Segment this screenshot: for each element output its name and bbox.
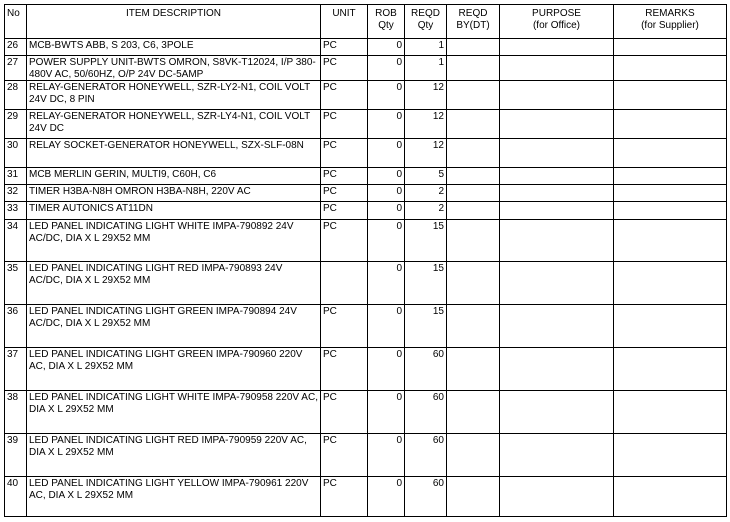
cell-description: LED PANEL INDICATING LIGHT RED IMPA-790959 220V AC, DIA X L 29X52 MM (27, 434, 321, 477)
cell-remarks (614, 81, 727, 110)
cell-purpose (500, 305, 614, 348)
cell-reqd-by (447, 262, 500, 305)
cell-reqd-by (447, 391, 500, 434)
cell-reqd-by (447, 434, 500, 477)
header-purpose: PURPOSE (for Office) (500, 5, 614, 39)
table-row (5, 202, 727, 220)
cell-rob-qty: 0 (368, 81, 405, 110)
cell-rob-qty: 0 (368, 39, 405, 56)
cell-rob-qty: 0 (368, 348, 405, 391)
cell-description: LED PANEL INDICATING LIGHT WHITE IMPA-790892 24V AC/DC, DIA X L 29X52 MM (27, 220, 321, 262)
cell-rob-qty: 0 (368, 139, 405, 168)
cell-remarks (614, 434, 727, 477)
header-no: No (5, 5, 27, 39)
cell-no: 27 (5, 56, 27, 81)
cell-unit: PC (321, 391, 368, 434)
cell-unit: PC (321, 81, 368, 110)
cell-unit: PC (321, 477, 368, 517)
cell-rob-qty: 0 (368, 168, 405, 185)
cell-remarks (614, 391, 727, 434)
cell-description: RELAY-GENERATOR HONEYWELL, SZR-LY4-N1, COIL VOLT 24V DC (27, 110, 321, 139)
cell-purpose (500, 391, 614, 434)
cell-purpose (500, 348, 614, 391)
cell-purpose (500, 168, 614, 185)
table-row (5, 220, 727, 262)
cell-reqd-by (447, 477, 500, 517)
table-row (5, 262, 727, 305)
cell-purpose (500, 110, 614, 139)
cell-reqd-by (447, 168, 500, 185)
cell-purpose (500, 262, 614, 305)
cell-unit: PC (321, 434, 368, 477)
cell-remarks (614, 262, 727, 305)
cell-reqd-qty: 60 (405, 477, 447, 517)
cell-reqd-qty: 5 (405, 168, 447, 185)
cell-reqd-qty: 2 (405, 202, 447, 220)
cell-description: MCB-BWTS ABB, S 203, C6, 3POLE (27, 39, 321, 56)
cell-unit (321, 262, 368, 305)
cell-no: 36 (5, 305, 27, 348)
cell-reqd-by (447, 110, 500, 139)
cell-rob-qty: 0 (368, 262, 405, 305)
cell-purpose (500, 220, 614, 262)
cell-no: 32 (5, 185, 27, 202)
cell-no: 39 (5, 434, 27, 477)
header-remarks: REMARKS (for Supplier) (614, 5, 727, 39)
cell-reqd-qty: 15 (405, 262, 447, 305)
cell-reqd-by (447, 81, 500, 110)
header-reqd-qty: REQD Qty (405, 5, 447, 39)
cell-reqd-qty: 1 (405, 39, 447, 56)
cell-rob-qty: 0 (368, 391, 405, 434)
cell-unit: PC (321, 305, 368, 348)
cell-rob-qty: 0 (368, 202, 405, 220)
header-rob-qty: ROB Qty (368, 5, 405, 39)
cell-no: 33 (5, 202, 27, 220)
cell-remarks (614, 477, 727, 517)
cell-remarks (614, 56, 727, 81)
header-description: ITEM DESCRIPTION (27, 5, 321, 39)
cell-reqd-qty: 12 (405, 81, 447, 110)
cell-description: TIMER AUTONICS AT11DN (27, 202, 321, 220)
table-row (5, 139, 727, 168)
table-row (5, 305, 727, 348)
table-row (5, 168, 727, 185)
table-row (5, 39, 727, 56)
cell-no: 34 (5, 220, 27, 262)
cell-reqd-by (447, 202, 500, 220)
table-row (5, 434, 727, 477)
cell-rob-qty: 0 (368, 185, 405, 202)
cell-description: LED PANEL INDICATING LIGHT WHITE IMPA-790958 220V AC, DIA X L 29X52 MM (27, 391, 321, 434)
cell-remarks (614, 305, 727, 348)
cell-unit: PC (321, 110, 368, 139)
cell-reqd-by (447, 305, 500, 348)
cell-description: POWER SUPPLY UNIT-BWTS OMRON, S8VK-T12024, I/P 380-480V AC, 50/60HZ, O/P 24V DC-5AMP (27, 56, 321, 81)
cell-unit: PC (321, 168, 368, 185)
cell-remarks (614, 220, 727, 262)
cell-no: 30 (5, 139, 27, 168)
cell-unit: PC (321, 56, 368, 81)
header-row (5, 5, 727, 39)
cell-unit: PC (321, 220, 368, 262)
cell-reqd-qty: 12 (405, 110, 447, 139)
cell-rob-qty: 0 (368, 434, 405, 477)
cell-reqd-qty: 2 (405, 185, 447, 202)
cell-no: 31 (5, 168, 27, 185)
cell-remarks (614, 348, 727, 391)
cell-unit: PC (321, 139, 368, 168)
cell-unit: PC (321, 185, 368, 202)
table-row (5, 185, 727, 202)
cell-remarks (614, 110, 727, 139)
table-row (5, 110, 727, 139)
table-row (5, 348, 727, 391)
cell-reqd-by (447, 139, 500, 168)
cell-description: RELAY-GENERATOR HONEYWELL, SZR-LY2-N1, COIL VOLT 24V DC, 8 PIN (27, 81, 321, 110)
items-table (4, 4, 727, 517)
cell-rob-qty: 0 (368, 305, 405, 348)
cell-no: 40 (5, 477, 27, 517)
cell-reqd-by (447, 348, 500, 391)
cell-remarks (614, 168, 727, 185)
cell-reqd-qty: 1 (405, 56, 447, 81)
table-row (5, 56, 727, 81)
cell-reqd-qty: 15 (405, 220, 447, 262)
cell-no: 28 (5, 81, 27, 110)
cell-purpose (500, 56, 614, 81)
cell-description: LED PANEL INDICATING LIGHT RED IMPA-790893 24V AC/DC, DIA X L 29X52 MM (27, 262, 321, 305)
cell-no: 29 (5, 110, 27, 139)
cell-remarks (614, 185, 727, 202)
cell-reqd-qty: 60 (405, 434, 447, 477)
header-unit: UNIT (321, 5, 368, 39)
cell-remarks (614, 39, 727, 56)
cell-remarks (614, 202, 727, 220)
cell-unit: PC (321, 39, 368, 56)
cell-description: LED PANEL INDICATING LIGHT YELLOW IMPA-790961 220V AC, DIA X L 29X52 MM (27, 477, 321, 517)
cell-rob-qty: 0 (368, 220, 405, 262)
cell-purpose (500, 185, 614, 202)
cell-no: 35 (5, 262, 27, 305)
cell-reqd-qty: 12 (405, 139, 447, 168)
cell-description: LED PANEL INDICATING LIGHT GREEN IMPA-790960 220V AC, DIA X L 29X52 MM (27, 348, 321, 391)
cell-no: 38 (5, 391, 27, 434)
table-row (5, 81, 727, 110)
cell-reqd-qty: 60 (405, 348, 447, 391)
cell-purpose (500, 477, 614, 517)
cell-purpose (500, 202, 614, 220)
cell-reqd-qty: 15 (405, 305, 447, 348)
header-reqd-by: REQD BY(DT) (447, 5, 500, 39)
cell-reqd-by (447, 220, 500, 262)
cell-no: 26 (5, 39, 27, 56)
cell-rob-qty: 0 (368, 110, 405, 139)
requisition-sheet (4, 4, 727, 517)
cell-unit: PC (321, 202, 368, 220)
cell-description: LED PANEL INDICATING LIGHT GREEN IMPA-790894 24V AC/DC, DIA X L 29X52 MM (27, 305, 321, 348)
cell-reqd-by (447, 185, 500, 202)
cell-purpose (500, 81, 614, 110)
cell-reqd-qty: 60 (405, 391, 447, 434)
cell-no: 37 (5, 348, 27, 391)
cell-description: TIMER H3BA-N8H OMRON H3BA-N8H, 220V AC (27, 185, 321, 202)
table-row (5, 477, 727, 517)
cell-reqd-by (447, 56, 500, 81)
cell-description: RELAY SOCKET-GENERATOR HONEYWELL, SZX-SLF-08N (27, 139, 321, 168)
cell-purpose (500, 139, 614, 168)
cell-purpose (500, 39, 614, 56)
cell-reqd-by (447, 39, 500, 56)
cell-unit: PC (321, 348, 368, 391)
cell-purpose (500, 434, 614, 477)
table-row (5, 391, 727, 434)
cell-rob-qty: 0 (368, 56, 405, 81)
cell-rob-qty: 0 (368, 477, 405, 517)
cell-description: MCB MERLIN GERIN, MULTI9, C60H, C6 (27, 168, 321, 185)
cell-remarks (614, 139, 727, 168)
